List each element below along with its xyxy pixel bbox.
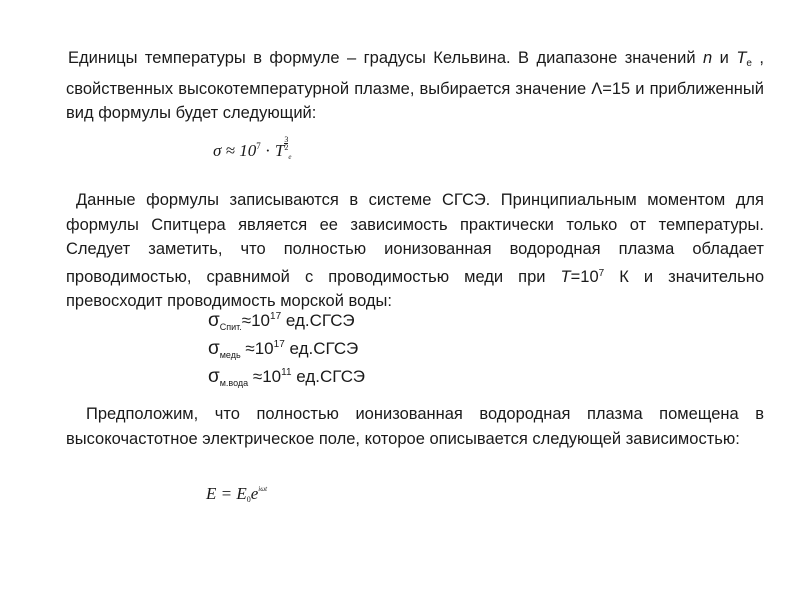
p3-text: Предположим, что полностью ионизованная водородная плазма помещена в высокочастотное электрическое поле, которое описывается следующей зависимостью: [66,405,764,448]
p1-text-1: Единицы температуры в формуле – градусы Кельвина. В диапазоне значений [68,49,704,67]
p1-var-t: T [736,49,747,67]
paragraph-kelvin-units [66,46,764,126]
sigma-unit: ед.СГСЭ [281,311,355,330]
sigma-sub: Спит. [219,322,242,332]
sigma-approx: ≈10 [241,311,271,330]
sigma-symbol: σ [208,366,220,387]
sigma-symbol: σ [208,338,220,359]
sigma-approx: ≈10 [240,339,274,358]
p1-text-3: , свойственных высокотемпературной плазме, выбирается значение Λ=15 и приближенный вид формулы будет следующий: [66,49,765,122]
p2-exp: 7 [598,267,605,279]
formula1-frac-num: 3 [284,135,289,144]
sigma-exp: 11 [281,367,292,378]
p2-eq: =10 [570,267,599,286]
paragraph-cgs-system [66,188,764,314]
formula1-frac-den: 2 [284,143,289,152]
formula2-lhs: E = E [206,484,247,503]
p1-var-n: n [703,49,713,67]
formula1-exp: 7 [256,141,261,151]
formula2-e: e [250,484,259,503]
formula1-frac [284,136,288,151]
p1-text-2: и [712,49,737,67]
paragraph-hf-field [66,402,764,451]
sigma-exp: 17 [270,311,282,322]
sigma-sub: медь [219,350,241,360]
sigma-exp: 17 [273,339,285,350]
formula-field [206,484,267,504]
sigma-unit: ед.СГСЭ [284,339,359,358]
formula1-lhs: σ ≈ 10 [213,141,257,160]
sigma-sub: м.вода [219,378,249,388]
sigma-symbol: σ [208,310,220,331]
p2-text-2: К и значительно превосходит проводимость морской воды: [66,267,764,310]
sigma-spitzer-line [208,310,355,332]
p1-var-t-sub: e [746,58,752,69]
p2-text-1: Данные формулы записываются в системе СГСЭ. Принципиальным моментом для формулы Спитцера является ее зависимость практически только от температуры. Следует заметить, что полностью ионизованная водородная плазма обладает проводимостью, сравнимой с проводимостью меди при [66,191,764,286]
formula2-sub: 0 [246,495,251,504]
formula1-t-sub: e [288,153,292,161]
formula1-t: T [274,141,285,160]
sigma-copper-line [208,338,358,360]
formula1-dot: · [260,141,275,160]
sigma-seawater-line [208,366,365,388]
formula-sigma-approx [213,136,291,161]
sigma-unit: ед.СГСЭ [291,367,366,386]
formula2-sup: iωt [258,485,268,493]
p2-var-t: T [560,267,571,286]
sigma-approx: ≈10 [248,367,282,386]
